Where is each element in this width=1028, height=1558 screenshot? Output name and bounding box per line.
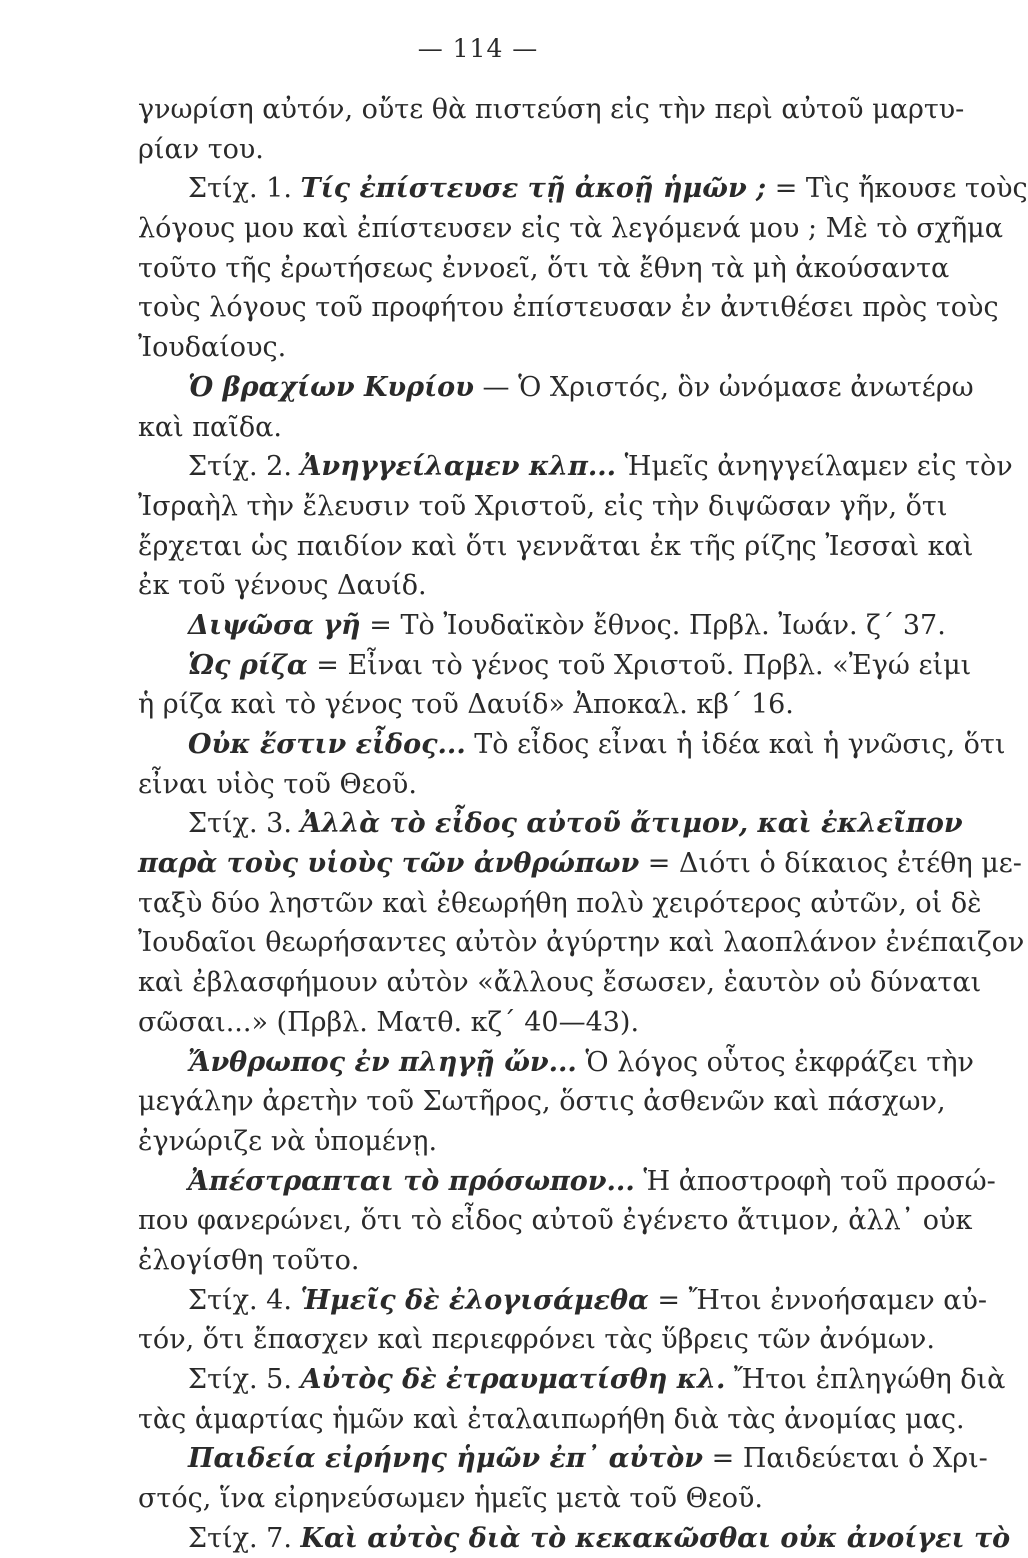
- text-line: [138, 1320, 935, 1360]
- text-run: = Παιδεύεται ὁ Χρι-: [703, 1443, 988, 1475]
- text-run: Τὸ εἶδος εἶναι ἡ ἰδέα καὶ ἡ γνῶσις, ὅτι: [465, 729, 1006, 760]
- text-run: τοὺς λόγους τοῦ προφήτου ἐπίστευσαν ἐν ἀντιθέσει πρὸς τοὺς: [138, 292, 999, 324]
- text-line: [138, 447, 1013, 487]
- text-run: ἡ ρίζα καὶ τὸ γένος τοῦ Δαυίδ» Ἀποκαλ. κβ΄ 16.: [138, 689, 794, 721]
- heading-phrase: Ἡμεῖς δὲ ἐλογισάμεθα: [300, 1284, 649, 1316]
- heading-phrase: Ὡς ρίζα: [188, 649, 308, 681]
- text-line: [138, 963, 982, 1003]
- heading-phrase: Διψῶσα γῆ: [188, 609, 361, 641]
- text-run: Στίχ. 4.: [188, 1284, 301, 1316]
- text-line: [138, 1201, 973, 1241]
- text-line: [138, 368, 974, 408]
- text-run: = Ἤτοι ἐννοήσαμεν αὐ-: [648, 1284, 987, 1316]
- text-line: [138, 1479, 908, 1519]
- page-number: — 114 —: [417, 34, 539, 63]
- heading-phrase: Ὁ βραχίων Κυρίου: [188, 371, 474, 403]
- text-line: [138, 527, 974, 567]
- text-line: [138, 1003, 908, 1043]
- text-line: [138, 923, 1025, 963]
- text-line: [138, 90, 965, 130]
- text-line: [138, 169, 1028, 209]
- text-line: [138, 1360, 1006, 1400]
- text-line: [138, 1162, 996, 1202]
- text-line: [138, 1281, 987, 1321]
- text-run: ταξὺ δύο ληστῶν καὶ ἐθεωρήθη πολὺ χειρότερος αὐτῶν, οἱ δὲ: [138, 887, 982, 919]
- text-run: καὶ παῖδα.: [138, 411, 282, 443]
- text-run: Ἡ ἀποστροφὴ τοῦ προσώ-: [634, 1165, 996, 1197]
- text-line: [138, 646, 972, 686]
- text-run: καὶ ἐβλασφήμουν αὐτὸν «ἄλλους ἔσωσεν, ἑαυτὸν οὐ δύναται: [138, 967, 982, 999]
- text-run: Ἤτοι ἐπληγώθη διὰ: [725, 1364, 1006, 1395]
- text-run: Στίχ. 5.: [188, 1364, 301, 1395]
- text-run: = Εἶναι τὸ γένος τοῦ Χριστοῦ. Πρβλ. «Ἐγώ εἰμι: [307, 649, 972, 681]
- text-run: Ἰσραὴλ τὴν ἔλευσιν τοῦ Χριστοῦ, εἰς τὴν διψῶσαν γῆν, ὅτι: [138, 490, 948, 522]
- text-line: [138, 566, 908, 606]
- text-run: που φανερώνει, ὅτι τὸ εἶδος αὐτοῦ ἐγένετο ἄτιμον, ἀλλ᾿ οὐκ: [138, 1205, 973, 1237]
- text-run: ἐκ τοῦ γένους Δαυίδ.: [138, 570, 427, 602]
- text-run: Στίχ. 1.: [188, 173, 301, 205]
- text-run: μεγάλην ἀρετὴν τοῦ Σωτῆρος, ὅστις ἀσθενῶν καὶ πάσχων,: [138, 1086, 946, 1118]
- heading-phrase: Ἀλλὰ τὸ εἶδος αὐτοῦ ἄτιμον, καὶ ἐκλεῖπον: [300, 808, 963, 840]
- text-run: γνωρίση αὐτόν, οὔτε θὰ πιστεύση εἰς τὴν περὶ αὐτοῦ μαρτυ-: [138, 94, 965, 125]
- text-run: τὰς ἁμαρτίας ἡμῶν καὶ ἐταλαιπωρήθη διὰ τὰς ἀνομίας μας.: [138, 1403, 965, 1435]
- text-line: [138, 1241, 908, 1281]
- heading-phrase: Οὐκ ἔστιν εἶδος...: [188, 729, 466, 760]
- text-run: = Τὸ Ἰουδαϊκὸν ἔθνος. Πρβλ. Ἰωάν. ζ΄ 37.: [360, 609, 946, 641]
- heading-phrase: Ἄνθρωπος ἐν πληγῇ ὤν...: [188, 1046, 577, 1078]
- text-line: [138, 408, 908, 448]
- heading-phrase: Ἀπέστραπται τὸ πρόσωπον...: [188, 1165, 635, 1197]
- text-run: ἔρχεται ὡς παιδίον καὶ ὅτι γεννᾶται ἐκ τῆς ρίζης Ἰεσσαὶ καὶ: [138, 530, 974, 562]
- text-line: [138, 288, 999, 328]
- text-run: στός, ἵνα εἰρηνεύσωμεν ἡμεῖς μετὰ τοῦ Θεοῦ.: [138, 1483, 763, 1515]
- text-line: [138, 249, 950, 289]
- heading-phrase: παρὰ τοὺς υἱοὺς τῶν ἀνθρώπων: [138, 848, 640, 880]
- text-run: ρίαν του.: [138, 133, 264, 165]
- heading-phrase: Τίς ἐπίστευσε τῇ ἀκοῇ ἡμῶν ;: [300, 173, 767, 205]
- text-line: [138, 606, 946, 646]
- text-line: [138, 1439, 988, 1479]
- text-run: ἐγνώριζε νὰ ὑπομένῃ.: [138, 1125, 438, 1157]
- text-run: — Ὁ Χριστός, ὃν ὠνόμασε ἀνωτέρω: [473, 371, 974, 403]
- text-run: Στίχ. 3.: [188, 808, 301, 840]
- text-line: [138, 844, 1022, 884]
- text-run: λόγους μου καὶ ἐπίστευσεν εἰς τὰ λεγόμενά μου ; Μὲ τὸ σχῆμα: [138, 213, 1003, 245]
- text-line: [138, 884, 982, 924]
- text-run: ἐλογίσθη τοῦτο.: [138, 1244, 360, 1276]
- text-run: = Διότι ὁ δίκαιος ἐτέθη με-: [639, 848, 1022, 880]
- text-line: [138, 130, 908, 170]
- text-line: [138, 804, 963, 844]
- text-line: [138, 209, 1003, 249]
- heading-phrase: Παιδεία εἰρήνης ἡμῶν ἐπ᾿ αὐτὸν: [188, 1443, 704, 1475]
- text-run: = Τὶς ἤκουσε τοὺς: [766, 173, 1028, 205]
- text-run: Ἡμεῖς ἀνηγγείλαμεν εἰς τὸν: [616, 451, 1013, 483]
- text-run: τόν, ὅτι ἔπασχεν καὶ περιεφρόνει τὰς ὕβρεις τῶν ἀνόμων.: [138, 1324, 935, 1356]
- text-line: [138, 487, 948, 527]
- text-run: Ἰουδαῖοι θεωρήσαντες αὐτὸν ἀγύρτην καὶ λαοπλάνον ἐνέπαιζον: [138, 927, 1025, 959]
- text-line: [138, 1122, 908, 1162]
- text-line: [138, 685, 908, 725]
- text-run: εἶναι υἱὸς τοῦ Θεοῦ.: [138, 768, 417, 800]
- heading-phrase: Αὐτὸς δὲ ἐτραυματίσθη κλ.: [300, 1364, 726, 1395]
- text-run: Στίχ. 7.: [188, 1522, 301, 1554]
- text-run: Ἰουδαίους.: [138, 332, 287, 364]
- heading-phrase: Καὶ αὐτὸς διὰ τὸ κεκακῶσθαι οὐκ ἀνοίγει τὸ: [300, 1522, 1011, 1554]
- text-run: Στίχ. 2.: [188, 451, 301, 483]
- text-line: [138, 1082, 946, 1122]
- text-line: [138, 1519, 1011, 1558]
- text-run: τοῦτο τῆς ἐρωτήσεως ἐννοεῖ, ὅτι τὰ ἔθνη τὰ μὴ ἀκούσαντα: [138, 252, 950, 284]
- page-body: [138, 90, 1028, 1558]
- text-run: Ὁ λόγος οὗτος ἐκφράζει τὴν: [576, 1046, 974, 1078]
- text-line: [138, 765, 908, 805]
- text-run: σῶσαι...» (Πρβλ. Ματθ. κζ΄ 40—43).: [138, 1006, 640, 1038]
- text-line: [138, 1400, 965, 1440]
- text-line: [138, 328, 908, 368]
- text-line: [138, 1043, 974, 1083]
- heading-phrase: Ἀνηγγείλαμεν κλπ...: [300, 451, 617, 483]
- text-line: [138, 725, 1006, 765]
